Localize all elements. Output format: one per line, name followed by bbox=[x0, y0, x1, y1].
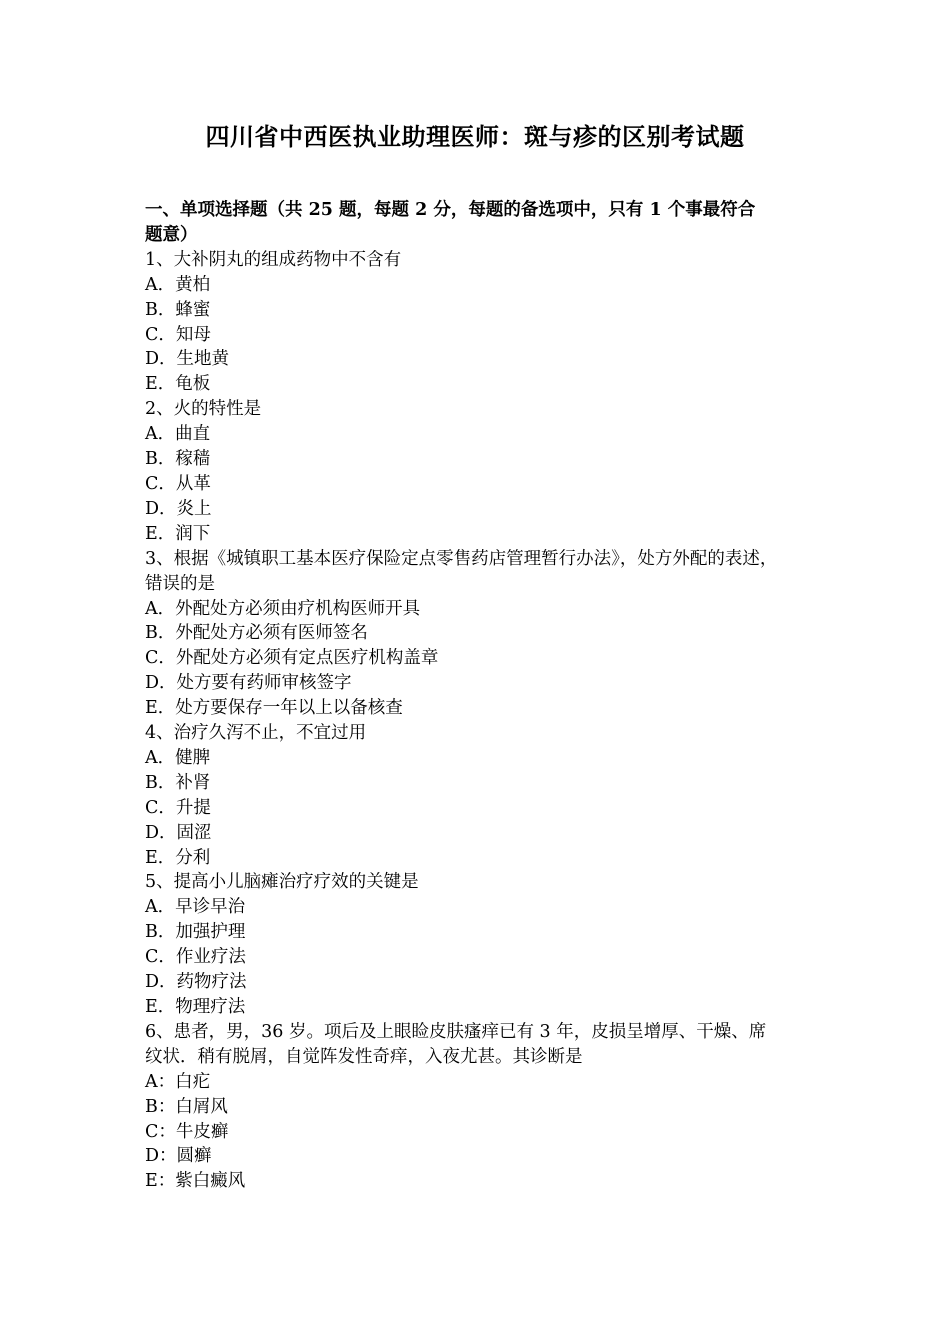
question-stem: 5、提高小儿脑瘫治疗疗效的关键是 bbox=[145, 872, 419, 893]
document-title: 四川省中西医执业助理医师：斑与疹的区别考试题 bbox=[205, 122, 745, 151]
option-a: A：白疕 bbox=[145, 1071, 211, 1092]
option-e: E．龟板 bbox=[145, 374, 211, 395]
option-e: E．物理疗法 bbox=[145, 997, 246, 1017]
option-c: C：牛皮癣 bbox=[145, 1121, 229, 1142]
question-stem-line-2: 错误的是 bbox=[145, 573, 215, 594]
option-b: B．稼穑 bbox=[145, 449, 211, 470]
option-d: D．生地黄 bbox=[145, 349, 230, 370]
section-heading bbox=[145, 198, 810, 248]
option-d: D．固涩 bbox=[145, 822, 212, 843]
section-heading-line-2: 题意） bbox=[145, 224, 198, 245]
question-6 bbox=[145, 1020, 810, 1194]
option-d: D：圆癣 bbox=[145, 1146, 212, 1167]
option-c: C．知母 bbox=[145, 324, 211, 345]
option-e: E．润下 bbox=[145, 523, 211, 544]
question-3 bbox=[145, 547, 810, 721]
option-b: B．外配处方必须有医师签名 bbox=[145, 623, 368, 644]
question-2 bbox=[145, 397, 810, 546]
question-4 bbox=[145, 721, 810, 870]
option-a: A．黄柏 bbox=[145, 274, 211, 295]
question-5 bbox=[145, 870, 810, 1019]
document-content bbox=[145, 198, 810, 1194]
question-stem: 1、大补阴丸的组成药物中不含有 bbox=[145, 249, 402, 270]
option-a: A．早诊早治 bbox=[145, 897, 246, 918]
option-b: B：白屑风 bbox=[145, 1096, 228, 1117]
question-stem-line-1: 6、患者，男，36 岁。项后及上眼睑皮肤瘙痒已有 3 年，皮损呈增厚、干燥、席 bbox=[145, 1021, 767, 1042]
option-b: B．加强护理 bbox=[145, 922, 246, 943]
question-stem-line-1: 3、根据《城镇职工基本医疗保险定点零售药店管理暂行办法》，处方外配的表述， bbox=[145, 548, 778, 569]
option-e: E：紫白癜风 bbox=[145, 1171, 246, 1192]
question-stem-line-2: 纹状．稍有脱屑，自觉阵发性奇痒，入夜尤甚。其诊断是 bbox=[145, 1046, 583, 1067]
option-d: D．炎上 bbox=[145, 498, 212, 519]
option-a: A．曲直 bbox=[145, 424, 211, 445]
option-a: A．健脾 bbox=[145, 747, 211, 768]
option-b: B．蜂蜜 bbox=[145, 299, 211, 320]
question-1 bbox=[145, 248, 810, 397]
option-c: C．外配处方必须有定点医疗机构盖章 bbox=[145, 648, 439, 669]
question-stem: 4、治疗久泻不止，不宜过用 bbox=[145, 723, 367, 744]
option-b: B．补肾 bbox=[145, 772, 211, 793]
option-a: A．外配处方必须由疗机构医师开具 bbox=[145, 598, 421, 619]
option-d: D．处方要有药师审核签字 bbox=[145, 673, 352, 694]
option-c: C．作业疗法 bbox=[145, 947, 246, 968]
question-stem: 2、火的特性是 bbox=[145, 399, 262, 420]
option-d: D．药物疗法 bbox=[145, 972, 247, 993]
option-c: C．升提 bbox=[145, 797, 211, 818]
section-heading-line-1: 一、单项选择题（共 25 题，每题 2 分，每题的备选项中，只有 1 个事最符合 bbox=[145, 200, 756, 220]
option-e: E．处方要保存一年以上以备核查 bbox=[145, 698, 403, 719]
option-c: C．从革 bbox=[145, 473, 211, 494]
option-e: E．分利 bbox=[145, 847, 211, 868]
